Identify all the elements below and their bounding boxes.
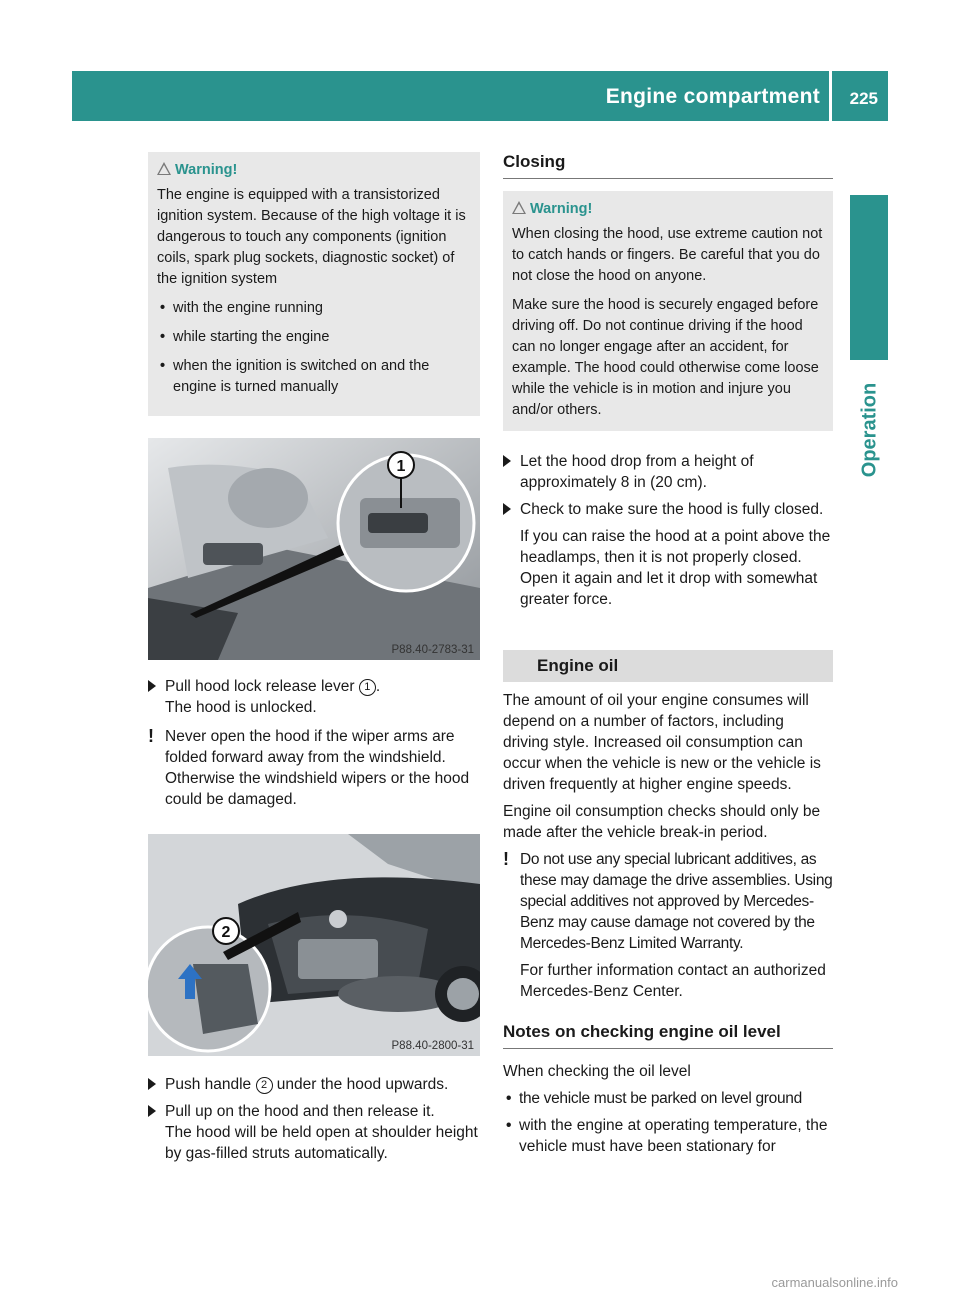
list-item: • the vehicle must be parked on level ground <box>506 1090 802 1107</box>
hood-release-figure <box>148 438 480 660</box>
step: Pull up on the hood and then release it. The hood will be held open at shoulder height by gas-filled struts automatically. <box>148 1101 480 1164</box>
callout-ref: 1 <box>359 679 376 696</box>
step: Pull hood lock release lever 1 . The hood is unlocked. <box>148 676 480 718</box>
paragraph: The amount of oil your engine consumes will depend on a number of factors, including driving style. Increased oil consumption can occur when the vehicle is new or the vehicle is driven frequently at higher engine speeds. <box>503 692 821 793</box>
header-bar <box>72 71 888 121</box>
callout-ref: 2 <box>256 1077 273 1094</box>
step-result: The hood will be held open at shoulder height by gas-filled struts automatically. <box>165 1124 478 1162</box>
notice-icon: ! <box>503 849 509 869</box>
side-tab-block <box>850 195 888 360</box>
warning-triangle-icon <box>157 162 171 175</box>
step-result: The hood is unlocked. <box>165 699 317 716</box>
list-item: • when the ignition is switched on and the engine is turned manually <box>157 356 471 398</box>
notes-heading: Notes on checking engine oil level <box>503 1022 833 1049</box>
figure-code: P88.40-2800-31 <box>391 1040 474 1052</box>
page-number: 225 <box>849 89 878 108</box>
list-item: • while starting the engine <box>157 327 471 348</box>
watermark: carmanualsonline.info <box>771 1275 898 1290</box>
step-arrow-icon <box>503 455 511 467</box>
hood-handle-figure <box>148 834 480 1056</box>
callout-2: 2 <box>221 924 231 941</box>
note: ! Never open the hood if the wiper arms are folded forward away from the windshield. Otherwise the windshield wipers or the hood could be damaged. <box>148 726 470 808</box>
warning-title: Warning! <box>512 199 824 220</box>
step-arrow-icon <box>148 1105 156 1117</box>
warning-title: Warning! <box>157 160 471 181</box>
list-item: • with the engine at operating temperature, the vehicle must have been stationary for <box>506 1117 828 1155</box>
warning-text: Make sure the hood is securely engaged before driving off. Do not continue driving if the hood can no longer engage after an accident, for example. The hood could otherwise come loose while the vehicle is in motion and injure you and/or others. <box>512 297 819 418</box>
side-tab-label: Operation <box>858 382 881 478</box>
step-arrow-icon <box>503 503 511 515</box>
notice-icon: ! <box>148 726 154 746</box>
side-tab <box>856 370 884 490</box>
callout-1: 1 <box>396 458 406 475</box>
note: ! Do not use any special lubricant additives, as these may damage the drive assemblies. Using special additives not approved by Mercedes-Benz may cause damage not covered by the Mercedes-Benz Limited Warranty. For further information contact an authorized Mercedes-Benz Center. <box>503 849 833 1000</box>
left-column <box>148 152 480 1170</box>
warning-text: When closing the hood, use extreme caution not to catch hands or fingers. Be careful that you do not close the hood on anyone. <box>512 226 823 284</box>
step-detail: If you can raise the hood at a point above the headlamps, then it is not properly closed. Open it again and let it drop with somewhat greater force. <box>520 528 831 608</box>
step-arrow-icon <box>148 1078 156 1090</box>
warning-triangle-icon <box>512 201 526 214</box>
step-arrow-icon <box>148 680 156 692</box>
figure-code: P88.40-2783-31 <box>391 644 474 656</box>
step: Push handle 2 under the hood upwards. <box>148 1074 480 1095</box>
hood-release-illustration <box>148 438 480 660</box>
warning-text: The engine is equipped with a transistorized ignition system. Because of the high voltage it is dangerous to touch any components (ignition coils, spark plug sockets, diagnostic socket) of the ignition system <box>157 187 466 287</box>
step: Let the hood drop from a height of approximately 8 in (20 cm). <box>503 451 833 493</box>
header-divider <box>829 71 832 121</box>
warning-box <box>503 191 833 431</box>
closing-heading: Closing <box>503 152 833 179</box>
right-column <box>503 152 833 1163</box>
warning-box <box>148 152 480 416</box>
page-title: Engine compartment <box>605 85 820 108</box>
warning-bullets <box>157 298 471 398</box>
note-detail: For further information contact an authorized Mercedes-Benz Center. <box>520 962 826 1000</box>
paragraph: When checking the oil level <box>503 1063 691 1080</box>
hood-handle-illustration <box>148 834 480 1056</box>
paragraph: Engine oil consumption checks should only be made after the vehicle break-in period. <box>503 803 821 841</box>
list-item: • with the engine running <box>157 298 471 319</box>
engine-oil-heading: Engine oil <box>503 650 833 682</box>
step: Check to make sure the hood is fully closed. If you can raise the hood at a point above the headlamps, then it is not properly closed. Open it again and let it drop with somewhat greater force. <box>503 499 833 610</box>
